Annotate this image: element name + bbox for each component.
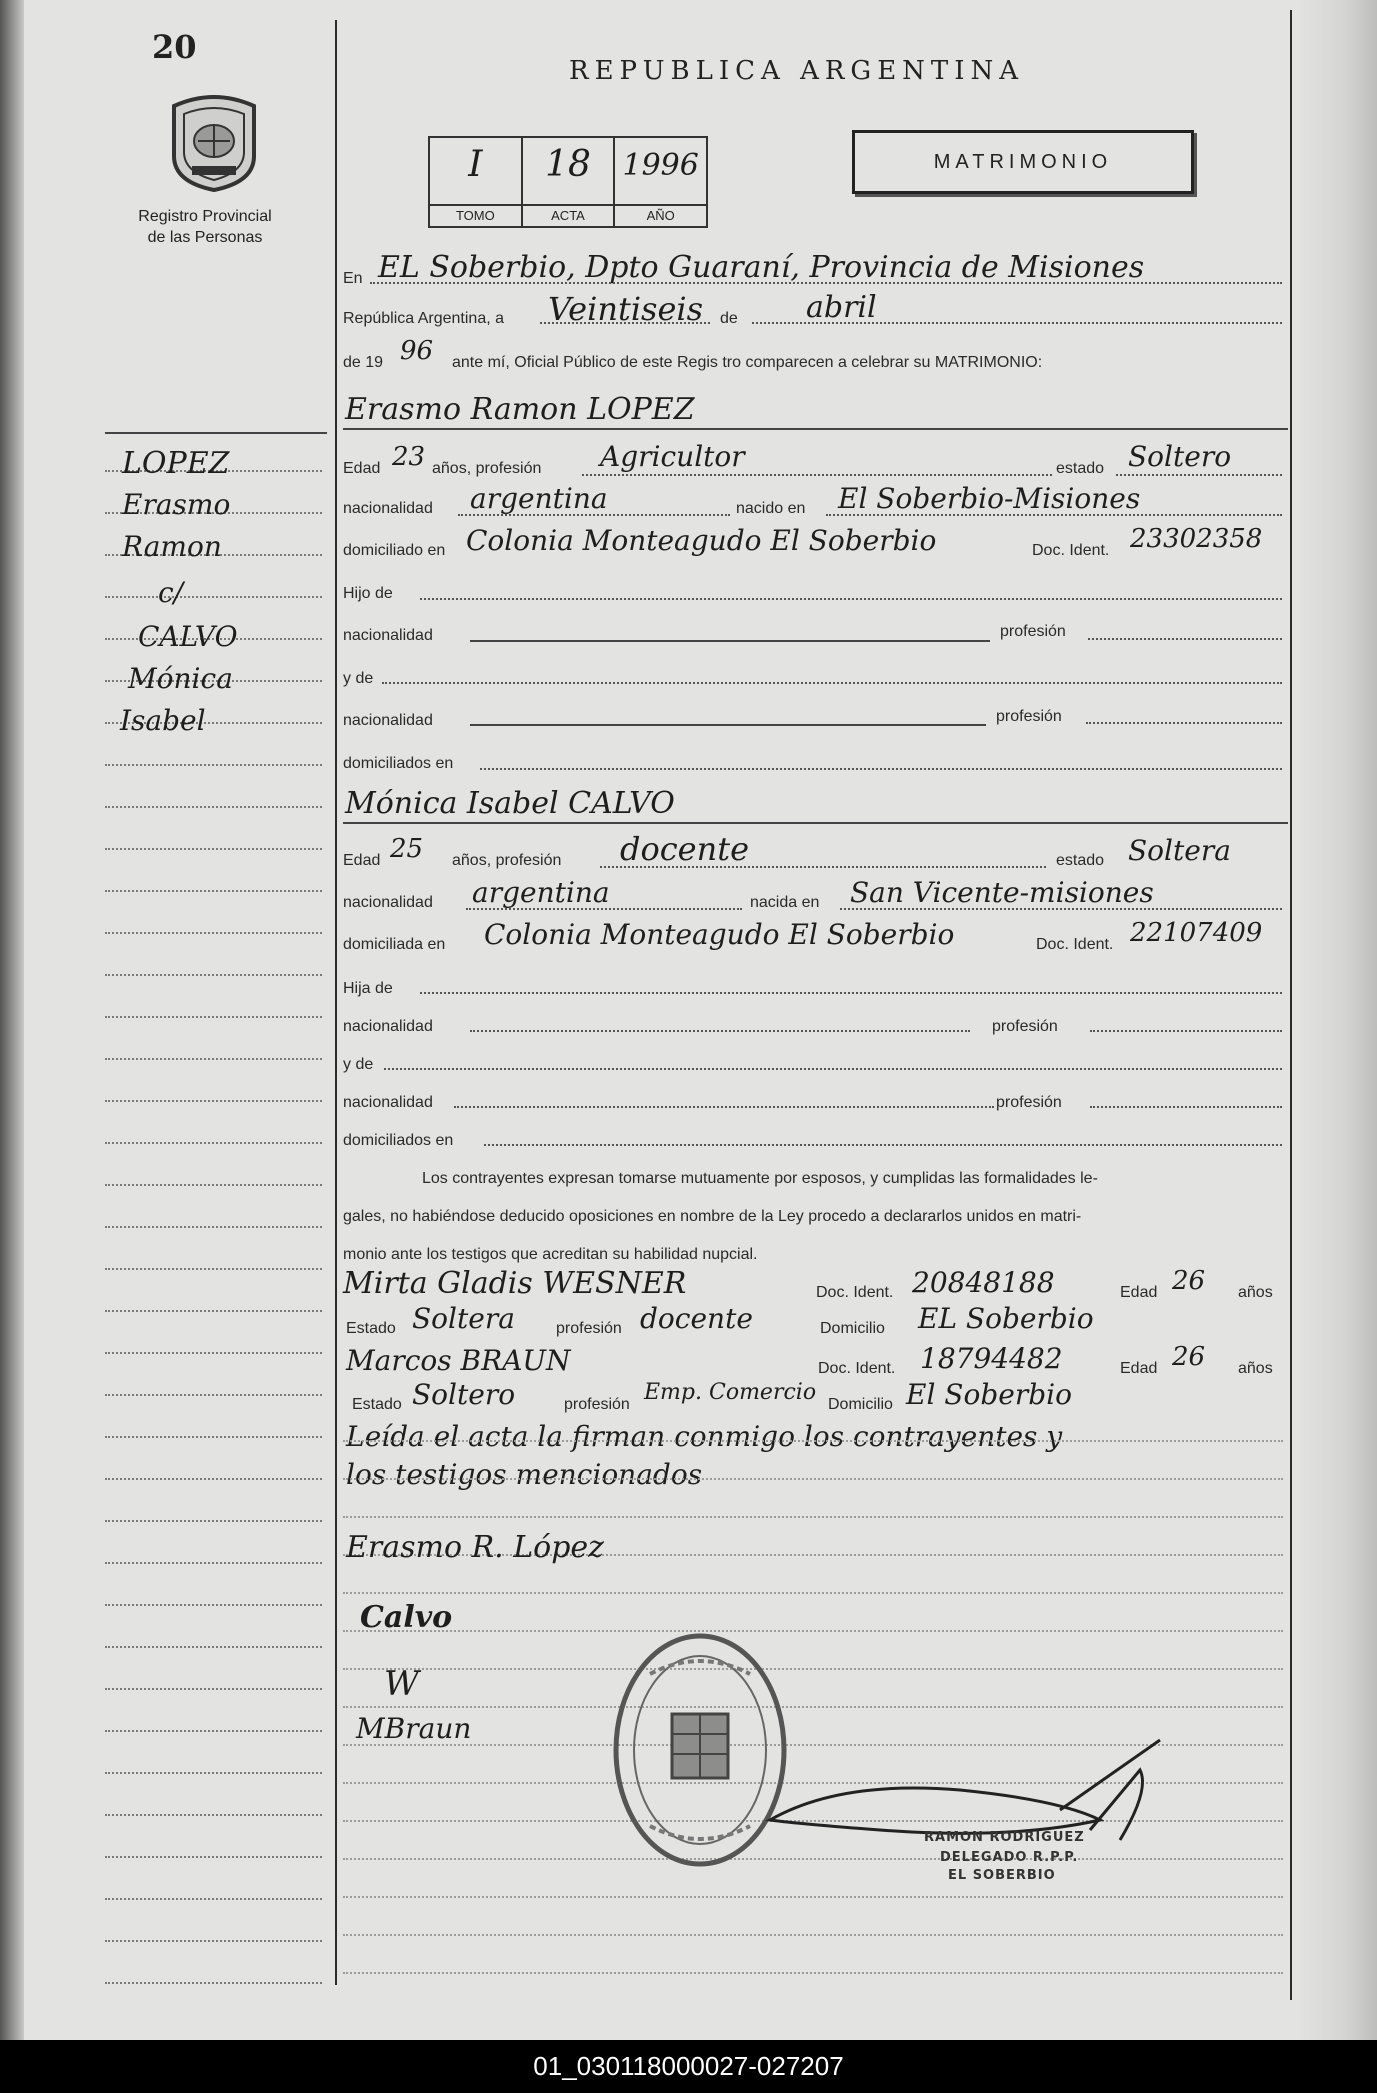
groom-address: Colonia Monteagudo El Soberbio <box>466 524 937 557</box>
margin-rule <box>105 1814 322 1816</box>
groom-doc-label: Doc. Ident. <box>1032 542 1110 559</box>
official-title: DELEGADO R.P.P. <box>940 1850 1079 1865</box>
margin-rule <box>105 1982 322 1984</box>
witness1-doc-label: Doc. Ident. <box>816 1284 894 1301</box>
bride-mother-prof-line <box>1090 1106 1282 1108</box>
bride-parents-address-line <box>484 1144 1282 1146</box>
witness2-edad-label: Edad <box>1120 1360 1158 1377</box>
witness1-name: Mirta Gladis WESNER <box>343 1266 687 1301</box>
book-binding <box>0 0 24 2040</box>
groom-nationality-line <box>458 514 730 516</box>
en-label: En <box>343 270 363 287</box>
year-prefix: de 19 <box>343 354 384 371</box>
body-rule <box>343 1440 1283 1442</box>
witness1-anos-label: años <box>1238 1284 1273 1301</box>
margin-rule <box>105 1184 322 1186</box>
body-rule <box>343 1896 1283 1898</box>
groom-name-line <box>343 428 1288 430</box>
groom-profession: Agricultor <box>600 440 745 473</box>
bride-mother-prof-label: profesión <box>996 1094 1062 1111</box>
groom-father-prof-line <box>1088 638 1282 640</box>
registry-name-line1: Registro Provincial <box>138 208 272 225</box>
margin-rule <box>105 1730 322 1732</box>
margin-name-bride-2: Isabel <box>120 704 206 737</box>
witness2-domicilio-label: Domicilio <box>828 1396 893 1413</box>
witness1-age: 26 <box>1172 1266 1206 1296</box>
witness2-doc-label: Doc. Ident. <box>818 1360 896 1377</box>
witness2-age: 26 <box>1172 1342 1206 1372</box>
bride-nacida-label: nacida en <box>750 894 820 911</box>
margin-header-rule <box>105 432 327 434</box>
bride-father-nac-line <box>470 1030 970 1032</box>
bride-father-prof-label: profesión <box>992 1018 1058 1035</box>
page-edge-shadow <box>1297 0 1377 2040</box>
witness1-signature: W <box>384 1664 419 1704</box>
margin-rule <box>105 974 322 976</box>
groom-doc: 23302358 <box>1130 524 1263 554</box>
margin-rule <box>105 1142 322 1144</box>
groom-father-prof-label: profesión <box>1000 623 1066 640</box>
declaration-line3: monio ante los testigos que acreditan su habilidad nupcial. <box>343 1246 758 1263</box>
groom-father-nac-label: nacionalidad <box>343 627 433 644</box>
groom-name: Erasmo Ramon LOPEZ <box>345 392 695 427</box>
bride-mother-line <box>384 1068 1282 1070</box>
bride-signature: Calvo <box>360 1600 453 1635</box>
groom-civil-status: Soltero <box>1128 440 1232 473</box>
provincial-seal-icon <box>168 86 260 192</box>
margin-surname-bride: CALVO <box>138 620 238 653</box>
body-rule <box>343 1630 1283 1632</box>
groom-nacido-label: nacido en <box>736 500 806 517</box>
bride-name: Mónica Isabel CALVO <box>345 786 675 821</box>
margin-name-groom-1: Erasmo <box>122 488 231 521</box>
place-line <box>370 282 1282 284</box>
margin-rule <box>105 848 322 850</box>
bride-nacionalidad-label: nacionalidad <box>343 894 433 911</box>
day-line <box>540 322 710 324</box>
margin-rule <box>105 1268 322 1270</box>
bride-mother-nac-label: nacionalidad <box>343 1094 433 1111</box>
body-rule <box>343 1516 1283 1518</box>
margin-rule <box>105 1856 322 1858</box>
body-rule <box>343 1706 1283 1708</box>
intro-text: ante mí, Oficial Público de este Regis tro comparecen a celebrar su MATRIMONIO: <box>452 354 1043 371</box>
registry-name <box>130 206 280 248</box>
margin-rule <box>105 1058 322 1060</box>
groom-mother-line <box>382 682 1282 684</box>
bride-domiciliados-label: domiciliados en <box>343 1132 454 1149</box>
margin-rule <box>105 1100 322 1102</box>
margin-rule <box>105 1898 322 1900</box>
margin-rule <box>105 764 322 766</box>
margin-rule <box>105 806 322 808</box>
margin-divider-line <box>335 20 337 1985</box>
book-reference-box <box>428 136 708 228</box>
bride-birthplace: San Vicente-misiones <box>850 876 1154 909</box>
bride-edad-label: Edad <box>343 852 381 869</box>
groom-mother-prof-label: profesión <box>996 708 1062 725</box>
bride-estado-label: estado <box>1056 852 1105 869</box>
bride-yde-label: y de <box>343 1056 374 1073</box>
witness1-domicilio-label: Domicilio <box>820 1320 885 1337</box>
act-type-box: MATRIMONIO <box>852 130 1194 194</box>
margin-rule <box>105 1310 322 1312</box>
bride-doc-label: Doc. Ident. <box>1036 936 1114 953</box>
acta-label: ACTA <box>523 204 614 226</box>
republica-label: República Argentina, a <box>343 310 504 327</box>
year-suffix: 96 <box>400 336 434 366</box>
bride-address: Colonia Monteagudo El Soberbio <box>484 918 955 951</box>
body-rule <box>343 1478 1283 1480</box>
groom-edad-label: Edad <box>343 460 381 477</box>
declaration-line2: gales, no habiéndose deducido oposiciones en nombre de la Ley procedo a declararlos unidos en matri- <box>343 1208 1082 1225</box>
witness1-civil-status: Soltera <box>412 1302 515 1335</box>
groom-profession-line <box>582 474 1052 476</box>
margin-rule <box>105 1940 322 1942</box>
country-title: REPUBLICA ARGENTINA <box>569 56 1025 86</box>
groom-mother-nac-label: nacionalidad <box>343 712 433 729</box>
body-rule <box>343 1668 1283 1670</box>
bride-name-line <box>343 822 1288 824</box>
bride-age: 25 <box>390 834 424 864</box>
groom-estado-label: estado <box>1056 460 1105 477</box>
margin-rule <box>105 1436 322 1438</box>
ano-value: 1996 <box>622 148 699 183</box>
groom-estado-line <box>1116 474 1282 476</box>
bride-domiciliada-label: domiciliada en <box>343 936 446 953</box>
day-value: Veintiseis <box>548 290 704 328</box>
groom-profesion-label: años, profesión <box>432 460 542 477</box>
official-office: EL SOBERBIO <box>948 1868 1056 1883</box>
margin-rule <box>105 1352 322 1354</box>
bride-father-nac-label: nacionalidad <box>343 1018 433 1035</box>
margin-rule <box>105 1646 322 1648</box>
margin-rule <box>105 1478 322 1480</box>
groom-mother-prof-line <box>1086 722 1282 724</box>
margin-rule <box>105 1688 322 1690</box>
witness2-estado-label: Estado <box>352 1396 402 1413</box>
witness1-address: EL Soberbio <box>918 1302 1094 1335</box>
ano-cell <box>615 138 706 226</box>
witness1-estado-label: Estado <box>346 1320 396 1337</box>
tomo-value: I <box>468 144 483 185</box>
margin-name-bride-1: Mónica <box>128 662 233 695</box>
bride-hija-label: Hija de <box>343 980 393 997</box>
witness2-profesion-label: profesión <box>564 1396 630 1413</box>
witness2-name: Marcos BRAUN <box>346 1344 571 1377</box>
declaration-line1: Los contrayentes expresan tomarse mutuamente por esposos, y cumplidas las formalidades le- <box>422 1170 1098 1187</box>
bride-nationality: argentina <box>472 876 610 909</box>
groom-mother-nac-line <box>470 724 986 726</box>
bride-doc: 22107409 <box>1130 918 1263 948</box>
margin-rule <box>105 890 322 892</box>
bride-nationality-line <box>466 908 742 910</box>
groom-nationality: argentina <box>470 482 608 515</box>
scan-identifier: 01_030118000027-027207 <box>0 2040 1377 2093</box>
bride-profesion-label: años, profesión <box>452 852 562 869</box>
groom-parents-address-line <box>480 768 1282 770</box>
place-value: EL Soberbio, Dpto Guaraní, Provincia de Misiones <box>378 250 1145 285</box>
groom-father-line <box>420 598 1282 600</box>
closing-line1: Leída el acta la firman conmigo los contrayentes y <box>346 1420 1063 1453</box>
right-border-line <box>1290 10 1292 2000</box>
margin-rule <box>105 1226 322 1228</box>
groom-birthplace: El Soberbio-Misiones <box>838 482 1141 515</box>
month-line <box>752 322 1282 324</box>
groom-birthplace-line <box>826 514 1282 516</box>
body-rule <box>343 1972 1283 1974</box>
witness1-doc: 20848188 <box>912 1266 1055 1299</box>
official-name: RAMON RODRIGUEZ <box>924 1830 1085 1845</box>
bride-father-line <box>420 992 1282 994</box>
margin-conjunction: c/ <box>158 576 184 609</box>
groom-yde-label: y de <box>343 670 374 687</box>
groom-age: 23 <box>392 442 426 472</box>
margin-rule <box>105 1772 322 1774</box>
margin-rule <box>105 1394 322 1396</box>
groom-signature: Erasmo R. López <box>346 1530 604 1565</box>
body-rule <box>343 1592 1283 1594</box>
groom-hijo-label: Hijo de <box>343 585 393 602</box>
page-number: 20 <box>152 28 197 66</box>
witness2-profession: Emp. Comercio <box>644 1380 817 1405</box>
witness1-profession: docente <box>640 1302 753 1335</box>
margin-rule <box>105 1016 322 1018</box>
tomo-cell <box>430 138 523 226</box>
margin-rule <box>105 1562 322 1564</box>
bride-profession-line <box>600 866 1046 868</box>
groom-nacionalidad-label: nacionalidad <box>343 500 433 517</box>
bride-civil-status: Soltera <box>1128 834 1231 867</box>
witness2-civil-status: Soltero <box>412 1378 516 1411</box>
month-value: abril <box>806 290 877 325</box>
groom-father-nac-line <box>470 640 990 642</box>
witness2-anos-label: años <box>1238 1360 1273 1377</box>
closing-line2: los testigos mencionados <box>346 1458 703 1491</box>
groom-domiciliados-label: domiciliados en <box>343 755 454 772</box>
witness1-edad-label: Edad <box>1120 1284 1158 1301</box>
witness1-profesion-label: profesión <box>556 1320 622 1337</box>
margin-rule <box>105 596 322 598</box>
witness2-signature: MBraun <box>356 1712 472 1745</box>
margin-rule <box>105 932 322 934</box>
bride-father-prof-line <box>1090 1030 1282 1032</box>
bride-mother-nac-line <box>454 1106 994 1108</box>
ano-label: AÑO <box>615 204 706 226</box>
margin-name-groom-2: Ramon <box>122 530 222 563</box>
groom-domiciliado-label: domiciliado en <box>343 542 446 559</box>
margin-rule <box>105 1520 322 1522</box>
witness2-doc: 18794482 <box>920 1342 1063 1375</box>
body-rule <box>343 1934 1283 1936</box>
witness2-address: El Soberbio <box>906 1378 1072 1411</box>
bride-birthplace-line <box>840 908 1282 910</box>
margin-surname-groom: LOPEZ <box>122 446 230 481</box>
bride-profession: docente <box>620 830 750 868</box>
acta-cell <box>523 138 616 226</box>
tomo-label: TOMO <box>430 204 521 226</box>
registry-name-line2: de las Personas <box>147 229 263 246</box>
de-label: de <box>720 310 738 327</box>
margin-rule <box>105 1604 322 1606</box>
acta-value: 18 <box>545 144 591 185</box>
